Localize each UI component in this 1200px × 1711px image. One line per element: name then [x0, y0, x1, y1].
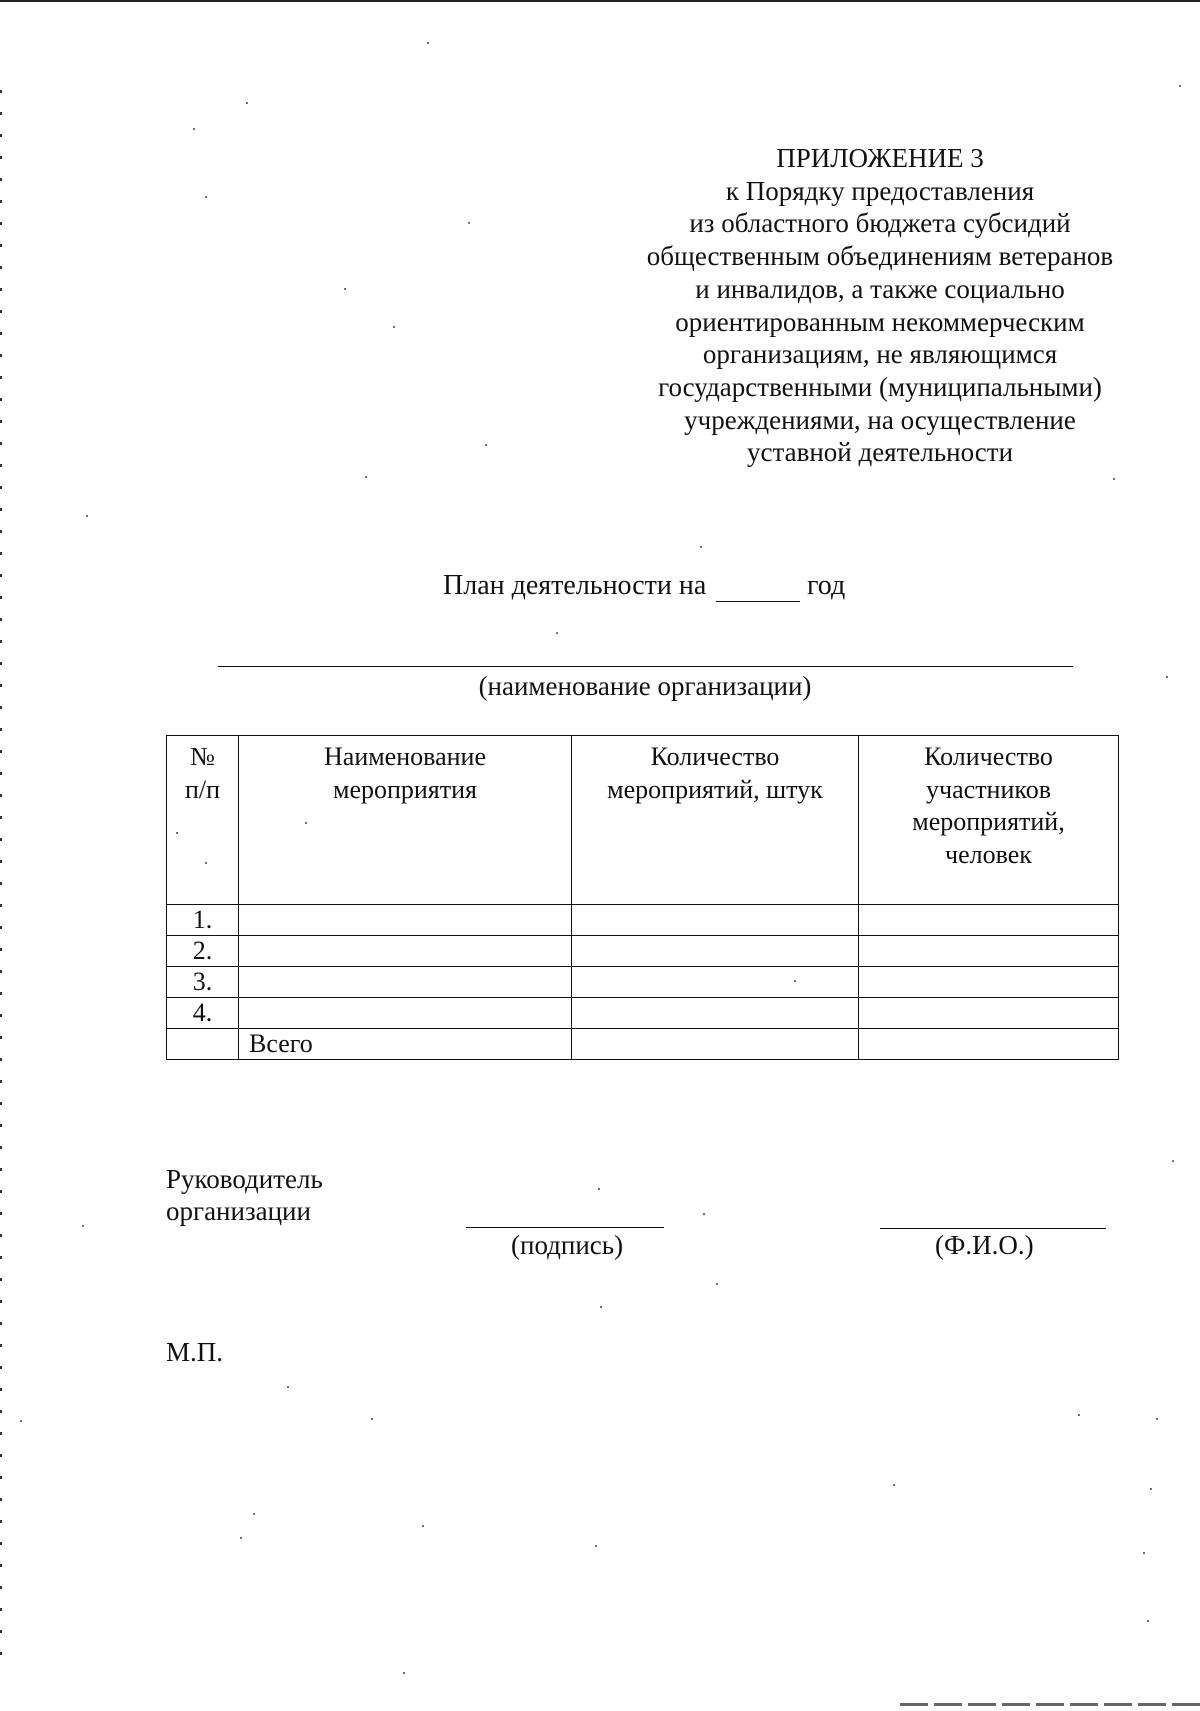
appendix-line: учреждениями, на осуществление	[684, 404, 1076, 435]
scan-speck	[600, 1306, 602, 1308]
appendix-line: общественным объединениям ветеранов	[646, 241, 1114, 272]
scan-edge-left	[0, 90, 2, 1670]
scan-speck	[86, 515, 88, 517]
appendix-line: уставной деятельности	[746, 437, 1014, 468]
scan-speck	[20, 1420, 22, 1422]
signature-caption: (подпись)	[511, 1230, 624, 1260]
header-line: №	[190, 742, 215, 771]
scan-speck	[1150, 1488, 1152, 1490]
appendix-title: ПРИЛОЖЕНИЕ 3	[776, 143, 984, 173]
row-participants	[859, 998, 1119, 1029]
scan-speck	[556, 632, 558, 634]
scan-speck	[427, 42, 429, 44]
scan-speck	[1156, 1418, 1158, 1420]
row-number: 3.	[167, 967, 239, 998]
total-event-count	[572, 1029, 859, 1060]
appendix-line: ориентированным некоммерческим	[675, 306, 1085, 337]
scan-speck	[595, 1545, 597, 1547]
header-line: Количество	[650, 742, 780, 771]
header-line: мероприятий,	[912, 807, 1065, 836]
scan-speck	[305, 822, 307, 824]
row-event-count	[572, 936, 859, 967]
row-event-count	[572, 905, 859, 936]
appendix-heading	[600, 142, 1160, 469]
total-row	[167, 1029, 1119, 1060]
scan-speck	[1166, 676, 1168, 678]
scan-speck	[371, 1418, 373, 1420]
header-line: Наименование	[324, 742, 486, 771]
header-number	[167, 736, 239, 905]
plan-title-label: План деятельности на	[443, 570, 707, 601]
scan-speck	[365, 476, 367, 478]
scan-speck	[344, 288, 346, 290]
appendix-line: организациям, не являющимся	[702, 339, 1058, 370]
scan-speck	[1113, 478, 1115, 480]
header-participants	[859, 736, 1119, 905]
appendix-line: из областного бюджета субсидий	[689, 208, 1071, 239]
row-number: 4.	[167, 998, 239, 1029]
plan-year-blank	[716, 601, 800, 602]
scan-speck	[287, 1386, 289, 1388]
scan-speck	[598, 1188, 600, 1190]
scan-speck	[205, 196, 207, 198]
header-event-count	[572, 736, 859, 905]
row-event-name	[239, 936, 572, 967]
appendix-line: и инвалидов, а также социально	[695, 273, 1065, 304]
scan-speck	[1147, 1620, 1149, 1622]
scan-speck	[468, 222, 470, 224]
row-event-name	[239, 905, 572, 936]
header-line: участников	[926, 774, 1051, 804]
scan-speck	[893, 1484, 895, 1486]
scan-speck	[1179, 85, 1181, 87]
row-participants	[859, 936, 1119, 967]
signature-line	[466, 1227, 664, 1228]
row-participants	[859, 967, 1119, 998]
scan-speck	[1172, 1160, 1174, 1162]
scan-speck	[703, 1213, 705, 1215]
total-participants	[859, 1029, 1119, 1060]
scan-edge-bottom	[900, 1703, 1200, 1706]
scan-edge-top	[0, 0, 1200, 2]
table-header-row	[167, 736, 1119, 905]
scan-speck	[1143, 1552, 1145, 1554]
stamp-place-label: М.П.	[166, 1337, 224, 1367]
scan-speck	[240, 1537, 242, 1539]
row-event-name	[239, 998, 572, 1029]
appendix-line: к Порядку предоставления	[725, 175, 1035, 206]
row-number: 2.	[167, 936, 239, 967]
appendix-line: государственными (муниципальными)	[658, 371, 1102, 402]
total-number	[167, 1029, 239, 1060]
scan-speck	[422, 1525, 424, 1527]
table-row	[167, 905, 1119, 936]
table-row	[167, 998, 1119, 1029]
signatory-title	[166, 1163, 323, 1227]
scan-speck	[193, 128, 195, 130]
scan-speck	[700, 546, 702, 548]
table-row	[167, 967, 1119, 998]
scan-speck	[253, 1513, 255, 1515]
scan-speck	[403, 1672, 405, 1674]
table-row	[167, 936, 1119, 967]
scan-speck	[205, 862, 207, 864]
signatory-title-line: организации	[166, 1196, 311, 1226]
row-event-name	[239, 967, 572, 998]
row-participants	[859, 905, 1119, 936]
row-event-count	[572, 998, 859, 1029]
scan-speck	[393, 326, 395, 328]
header-line: мероприятий, штук	[607, 774, 823, 804]
header-line: человек	[945, 839, 1032, 869]
scan-speck	[82, 1225, 84, 1227]
total-label: Всего	[239, 1029, 572, 1060]
scan-speck	[716, 1283, 718, 1285]
header-line: мероприятия	[332, 774, 477, 804]
plan-title-suffix: год	[807, 570, 846, 601]
scan-speck	[176, 832, 178, 834]
full-name-caption: (Ф.И.О.)	[935, 1230, 1034, 1260]
scan-speck	[246, 102, 248, 104]
signatory-title-line: Руководитель	[166, 1164, 323, 1194]
scan-speck	[794, 980, 796, 982]
scan-speck	[1078, 1414, 1080, 1416]
organization-name-caption: (наименование организации)	[478, 671, 812, 701]
organization-name-line	[218, 666, 1073, 667]
row-event-count	[572, 967, 859, 998]
activity-plan-table	[166, 735, 1119, 1060]
row-number: 1.	[167, 905, 239, 936]
header-line: п/п	[184, 774, 221, 804]
scan-speck	[485, 444, 487, 446]
header-line: Количество	[924, 742, 1053, 771]
header-event-name	[239, 736, 572, 905]
